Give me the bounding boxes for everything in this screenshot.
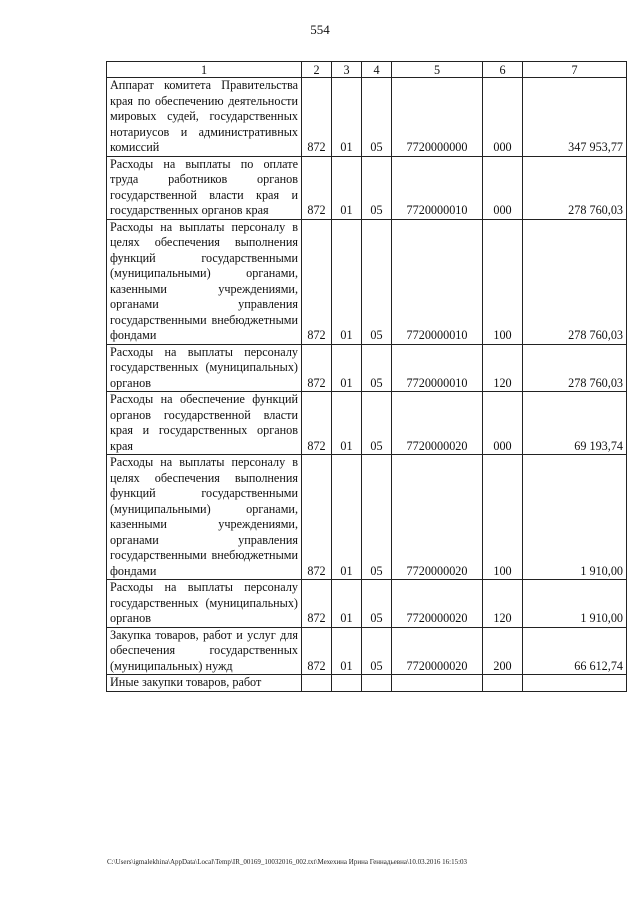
cell-expense-type: 100 [483,455,523,580]
cell-ministry-code: 872 [302,455,332,580]
cell-ministry-code: 872 [302,156,332,219]
budget-table [106,61,627,692]
header-cell: 6 [483,62,523,78]
row-description: Расходы на выплаты персоналу государственных (муниципальных) органов [107,344,302,392]
cell-section [332,675,362,692]
cell-ministry-code: 872 [302,627,332,675]
cell-section: 01 [332,580,362,628]
cell-subsection [362,675,392,692]
cell-subsection: 05 [362,344,392,392]
table-row [107,219,627,344]
cell-expense-type: 000 [483,156,523,219]
row-description: Расходы на выплаты по оплате труда работников органов государственной власти края и государственных органов края [107,156,302,219]
cell-expense-type: 120 [483,344,523,392]
cell-amount: 1 910,00 [523,455,627,580]
cell-target-article: 7720000000 [392,78,483,157]
row-description: Расходы на выплаты персоналу в целях обеспечения выполнения функций государственными (муниципальными) органами, казенными учреждениями, органами управления государственными внебюджетными фондами [107,455,302,580]
table-row [107,344,627,392]
cell-amount [523,675,627,692]
cell-amount: 278 760,03 [523,219,627,344]
row-description: Закупка товаров, работ и услуг для обеспечения государственных (муниципальных) нужд [107,627,302,675]
page-number: 554 [310,22,330,37]
header-cell: 2 [302,62,332,78]
cell-section: 01 [332,455,362,580]
cell-amount: 347 953,77 [523,78,627,157]
cell-ministry-code: 872 [302,580,332,628]
header-row [107,62,627,78]
cell-subsection: 05 [362,156,392,219]
cell-section: 01 [332,344,362,392]
cell-expense-type: 200 [483,627,523,675]
header-cell: 3 [332,62,362,78]
cell-amount: 278 760,03 [523,344,627,392]
row-description: Расходы на выплаты персоналу государственных (муниципальных) органов [107,580,302,628]
cell-subsection: 05 [362,455,392,580]
table-row [107,455,627,580]
row-description: Расходы на обеспечение функций органов государственной власти края и государственных органов края [107,392,302,455]
table-row [107,627,627,675]
cell-expense-type [483,675,523,692]
header-cell: 7 [523,62,627,78]
cell-subsection: 05 [362,219,392,344]
cell-target-article: 7720000010 [392,219,483,344]
cell-amount: 66 612,74 [523,627,627,675]
cell-expense-type: 000 [483,78,523,157]
cell-target-article: 7720000010 [392,156,483,219]
cell-ministry-code: 872 [302,219,332,344]
row-description: Иные закупки товаров, работ [107,675,302,692]
cell-target-article: 7720000020 [392,392,483,455]
cell-expense-type: 100 [483,219,523,344]
table-row [107,392,627,455]
cell-subsection: 05 [362,78,392,157]
cell-target-article: 7720000020 [392,455,483,580]
cell-subsection: 05 [362,627,392,675]
header-cell: 4 [362,62,392,78]
cell-ministry-code [302,675,332,692]
cell-ministry-code: 872 [302,344,332,392]
cell-section: 01 [332,78,362,157]
cell-subsection: 05 [362,392,392,455]
header-cell: 5 [392,62,483,78]
cell-section: 01 [332,627,362,675]
table-row [107,580,627,628]
table-row [107,156,627,219]
file-path-footer: C:\Users\igmalekhina\AppData\Local\Temp\IR_00169_10032016_002.txt\Мехехина Ирина Геннадьевна\10.03.2016 16:15:03 [107,858,468,866]
row-description: Расходы на выплаты персоналу в целях обеспечения выполнения функций государственными (муниципальными) органами, казенными учреждениями, органами управления государственными внебюджетными фондами [107,219,302,344]
cell-expense-type: 000 [483,392,523,455]
cell-subsection: 05 [362,580,392,628]
cell-ministry-code: 872 [302,392,332,455]
cell-expense-type: 120 [483,580,523,628]
cell-target-article: 7720000020 [392,627,483,675]
row-description: Аппарат комитета Правительства края по обеспечению деятельности мировых судей, государственных нотариусов и административных комиссий [107,78,302,157]
cell-section: 01 [332,392,362,455]
cell-section: 01 [332,219,362,344]
cell-amount: 69 193,74 [523,392,627,455]
cell-amount: 1 910,00 [523,580,627,628]
cell-target-article: 7720000010 [392,344,483,392]
cell-ministry-code: 872 [302,78,332,157]
table-row-partial [107,675,627,692]
cell-section: 01 [332,156,362,219]
header-cell: 1 [107,62,302,78]
cell-target-article [392,675,483,692]
cell-amount: 278 760,03 [523,156,627,219]
cell-target-article: 7720000020 [392,580,483,628]
table-row [107,78,627,157]
